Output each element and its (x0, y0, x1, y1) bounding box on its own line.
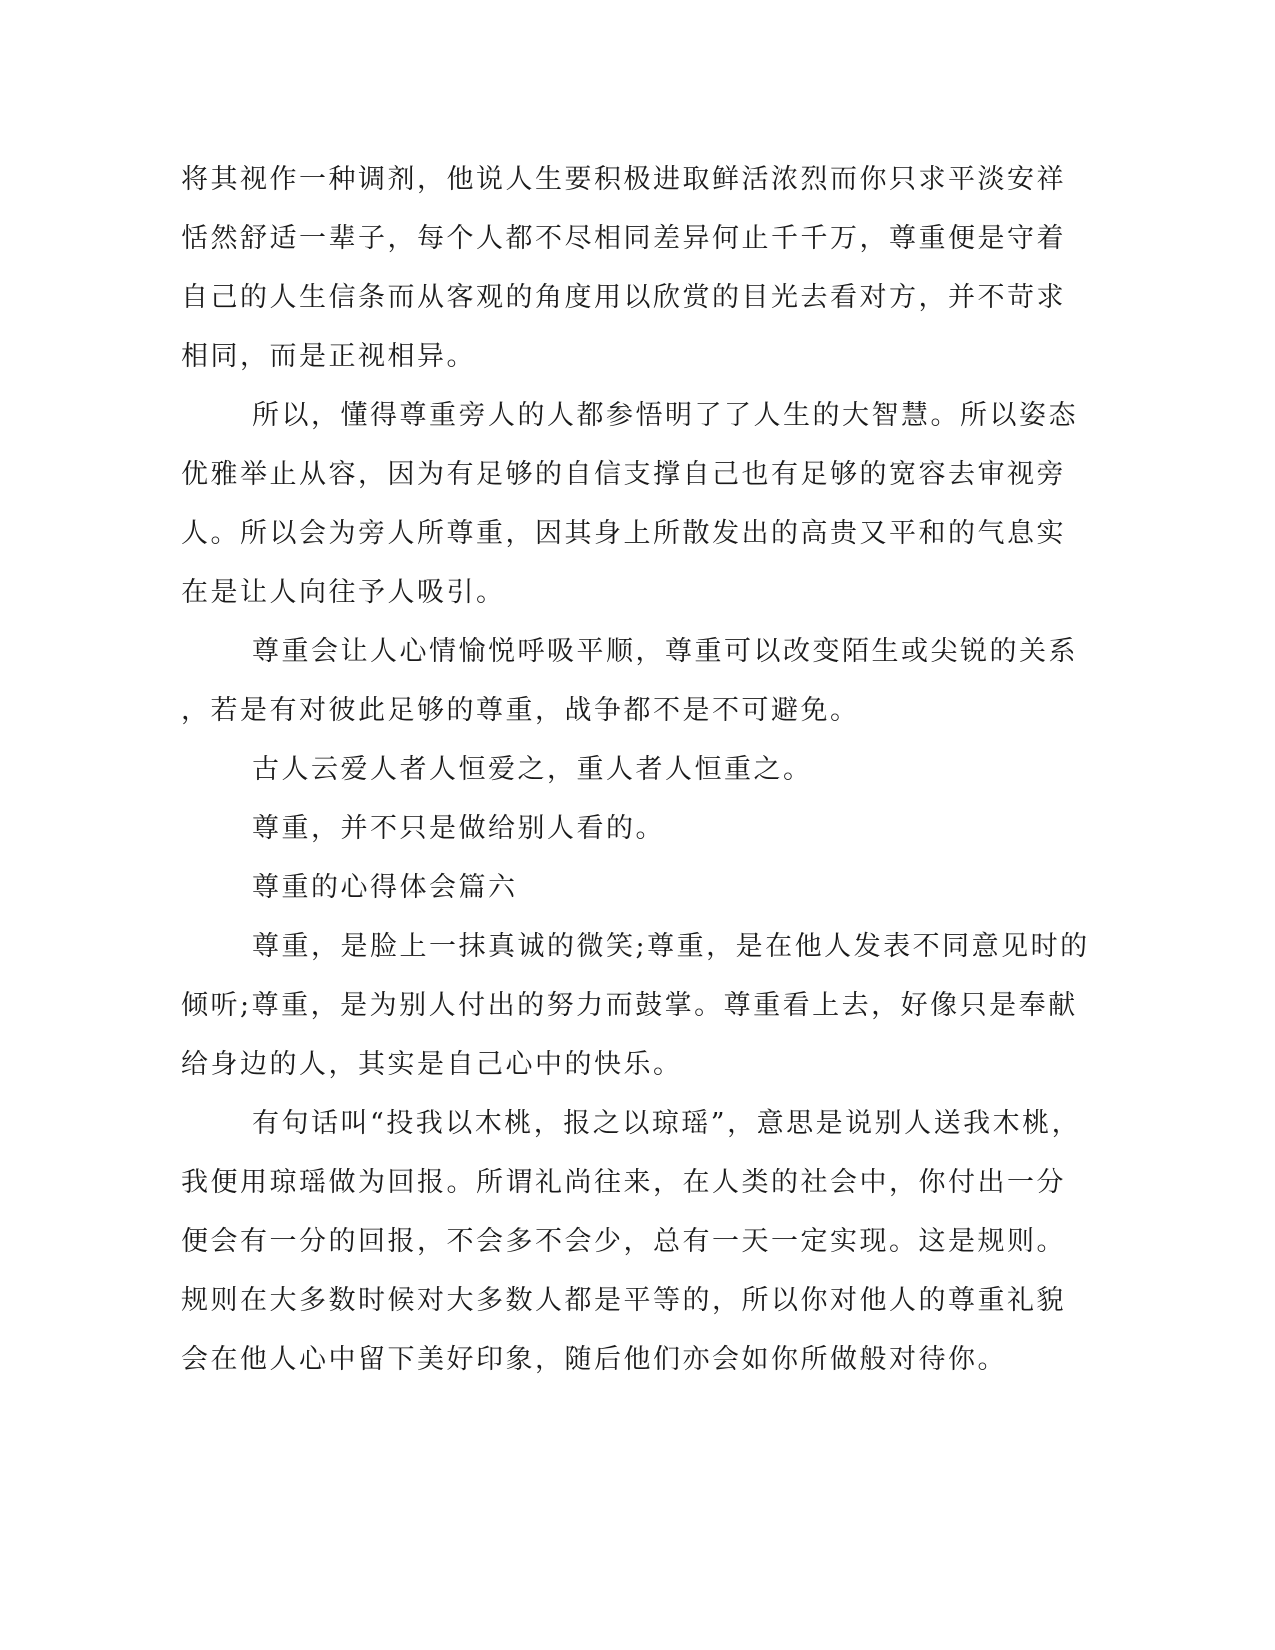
text-line-10: ，若是有对彼此足够的尊重，战争都不是不可避免。 (181, 695, 860, 726)
paragraph-start-line: 所以，懂得尊重旁人的人都参悟明了了人生的大智慧。所以姿态 (252, 400, 1078, 431)
text-line-18: 我便用琼瑶做为回报。所谓礼尚往来，在人类的社会中，你付出一分 (181, 1167, 1066, 1198)
text-line-15: 倾听;尊重，是为别人付出的努力而鼓掌。尊重看上去，好像只是奉献 (181, 990, 1078, 1021)
paragraph-start-line: 有句话叫“投我以木桃，报之以琼瑶”，意思是说别人送我木桃， (252, 1108, 1082, 1139)
paragraph-start-line: 尊重，并不只是做给别人看的。 (252, 813, 665, 844)
text-line-7: 人。所以会为旁人所尊重，因其身上所散发出的高贵又平和的气息实 (181, 518, 1066, 549)
text-line-21: 会在他人心中留下美好印象，随后他们亦会如你所做般对待你。 (181, 1344, 1007, 1375)
paragraph-start-line: 尊重会让人心情愉悦呼吸平顺，尊重可以改变陌生或尖锐的关系 (252, 636, 1078, 667)
text-line-2: 恬然舒适一辈子，每个人都不尽相同差异何止千千万，尊重便是守着 (181, 223, 1066, 254)
text-line-20: 规则在大多数时候对大多数人都是平等的，所以你对他人的尊重礼貌 (181, 1285, 1066, 1316)
section-heading: 尊重的心得体会篇六 (252, 872, 518, 903)
paragraph-start-line: 古人云爱人者人恒爱之，重人者人恒重之。 (252, 754, 813, 785)
text-line-4: 相同，而是正视相异。 (181, 341, 476, 372)
text-line-6: 优雅举止从容，因为有足够的自信支撑自己也有足够的宽容去审视旁 (181, 459, 1066, 490)
text-line-3: 自己的人生信条而从客观的角度用以欣赏的目光去看对方，并不苛求 (181, 282, 1066, 313)
paragraph-start-line: 尊重，是脸上一抹真诚的微笑;尊重，是在他人发表不同意见时的 (252, 931, 1090, 962)
text-line-19: 便会有一分的回报，不会多不会少，总有一天一定实现。这是规则。 (181, 1226, 1066, 1257)
text-line-1: 将其视作一种调剂，他说人生要积极进取鲜活浓烈而你只求平淡安祥 (181, 164, 1066, 195)
text-line-8: 在是让人向往予人吸引。 (181, 577, 506, 608)
text-line-16: 给身边的人，其实是自己心中的快乐。 (181, 1049, 683, 1080)
